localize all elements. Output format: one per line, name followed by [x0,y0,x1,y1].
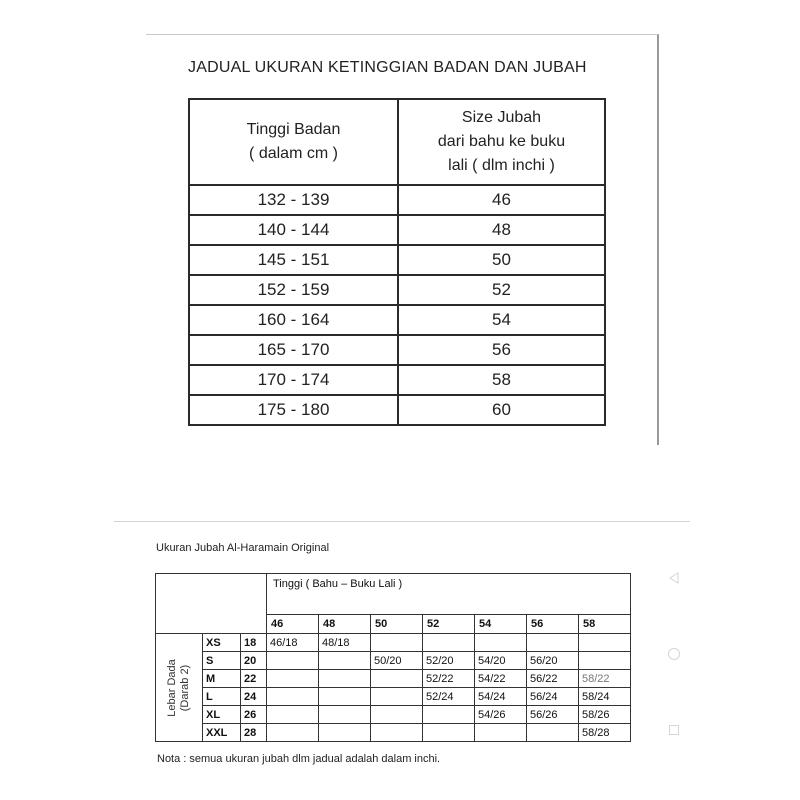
size-column-header: 52 [423,615,475,634]
size-column-header: 48 [319,615,371,634]
size-chest-cell: 56/24 [527,688,579,706]
size-chest-cell: 52/22 [423,670,475,688]
chest-value-cell: 22 [241,670,267,688]
header-size-jubah: Size Jubah dari bahu ke buku lali ( dlm inchi ) [398,99,605,185]
size-chest-cell: 50/20 [371,652,423,670]
size-label-cell: XL [203,706,241,724]
size-chest-cell [267,670,319,688]
size-chest-cell [527,634,579,652]
size-row [156,670,631,688]
jubah-size-cell: 50 [398,245,605,275]
size-column-header: 56 [527,615,579,634]
size-row [156,724,631,742]
chest-value-cell: 26 [241,706,267,724]
top-chart-title: JADUAL UKURAN KETINGGIAN BADAN DAN JUBAH [188,59,587,76]
table-row [189,185,605,215]
size-row [156,652,631,670]
size-chest-cell [267,688,319,706]
size-chest-cell: 54/26 [475,706,527,724]
height-range-cell: 140 - 144 [189,215,398,245]
size-chest-cell: 48/18 [319,634,371,652]
size-chest-cell: 58/24 [579,688,631,706]
size-chest-cell: 58/28 [579,724,631,742]
size-chest-cell [423,706,475,724]
size-chest-cell [475,634,527,652]
jubah-size-cell: 52 [398,275,605,305]
size-column-header: 50 [371,615,423,634]
size-chest-cell [267,724,319,742]
chest-value-cell: 20 [241,652,267,670]
lebar-dada-label: Lebar Dada (Darab 2) [156,634,203,742]
size-chest-cell [423,724,475,742]
size-column-header: 46 [267,615,319,634]
table-row [189,245,605,275]
size-chest-cell: 52/24 [423,688,475,706]
top-size-chart [146,34,659,445]
height-range-cell: 145 - 151 [189,245,398,275]
height-range-cell: 160 - 164 [189,305,398,335]
size-chest-cell [319,670,371,688]
size-chest-cell [371,670,423,688]
size-chest-cell [527,724,579,742]
size-chest-cell: 56/26 [527,706,579,724]
back-triangle-icon [668,572,680,587]
section-divider [114,521,690,522]
size-chest-cell [579,652,631,670]
height-range-cell: 175 - 180 [189,395,398,425]
al-haramain-size-table [155,573,631,742]
size-chest-cell [423,634,475,652]
corner-blank-cell [156,574,267,634]
height-range-cell: 170 - 174 [189,365,398,395]
chest-value-cell: 18 [241,634,267,652]
size-label-cell: S [203,652,241,670]
jubah-size-cell: 48 [398,215,605,245]
table-row [189,305,605,335]
size-chest-cell: 58/26 [579,706,631,724]
table-row [189,275,605,305]
size-chest-cell [267,706,319,724]
recent-square-icon [668,724,680,739]
bottom-chart-title: Ukuran Jubah Al-Haramain Original [156,542,330,554]
size-chest-cell [371,634,423,652]
jubah-size-cell: 58 [398,365,605,395]
table-row [189,215,605,245]
height-range-cell: 152 - 159 [189,275,398,305]
height-range-cell: 132 - 139 [189,185,398,215]
size-column-header: 54 [475,615,527,634]
size-chest-cell [371,724,423,742]
size-row [156,688,631,706]
table-row [189,335,605,365]
size-chest-cell: 54/24 [475,688,527,706]
size-chest-cell: 54/22 [475,670,527,688]
size-chest-cell: 52/20 [423,652,475,670]
table-row [189,395,605,425]
height-range-cell: 165 - 170 [189,335,398,365]
jubah-size-cell: 54 [398,305,605,335]
table-header-row [189,99,605,185]
size-label-cell: M [203,670,241,688]
size-chest-cell [371,688,423,706]
size-chest-cell [319,706,371,724]
size-chest-cell: 56/22 [527,670,579,688]
size-column-header: 58 [579,615,631,634]
table-note: Nota : semua ukuran jubah dlm jadual adalah dalam inchi. [157,753,441,765]
size-row [156,634,631,652]
size-chest-cell: 58/22 [579,670,631,688]
jubah-size-cell: 60 [398,395,605,425]
size-chest-cell: 46/18 [267,634,319,652]
size-chest-cell [319,652,371,670]
table-row [189,365,605,395]
header-tinggi-badan: Tinggi Badan ( dalam cm ) [189,99,398,185]
size-label-cell: L [203,688,241,706]
chest-value-cell: 24 [241,688,267,706]
size-chest-cell [579,634,631,652]
size-chest-cell [267,652,319,670]
jubah-size-cell: 56 [398,335,605,365]
chest-value-cell: 28 [241,724,267,742]
size-label-cell: XS [203,634,241,652]
size-label-cell: XXL [203,724,241,742]
tinggi-header-row [156,574,631,615]
home-circle-icon [667,647,681,664]
jubah-size-cell: 46 [398,185,605,215]
size-chest-cell [475,724,527,742]
size-chest-cell [319,724,371,742]
height-size-table [188,98,606,426]
size-chest-cell [319,688,371,706]
size-chest-cell [371,706,423,724]
tinggi-header: Tinggi ( Bahu – Buku Lali ) [267,574,631,615]
size-chest-cell: 54/20 [475,652,527,670]
size-chest-cell: 56/20 [527,652,579,670]
size-row [156,706,631,724]
